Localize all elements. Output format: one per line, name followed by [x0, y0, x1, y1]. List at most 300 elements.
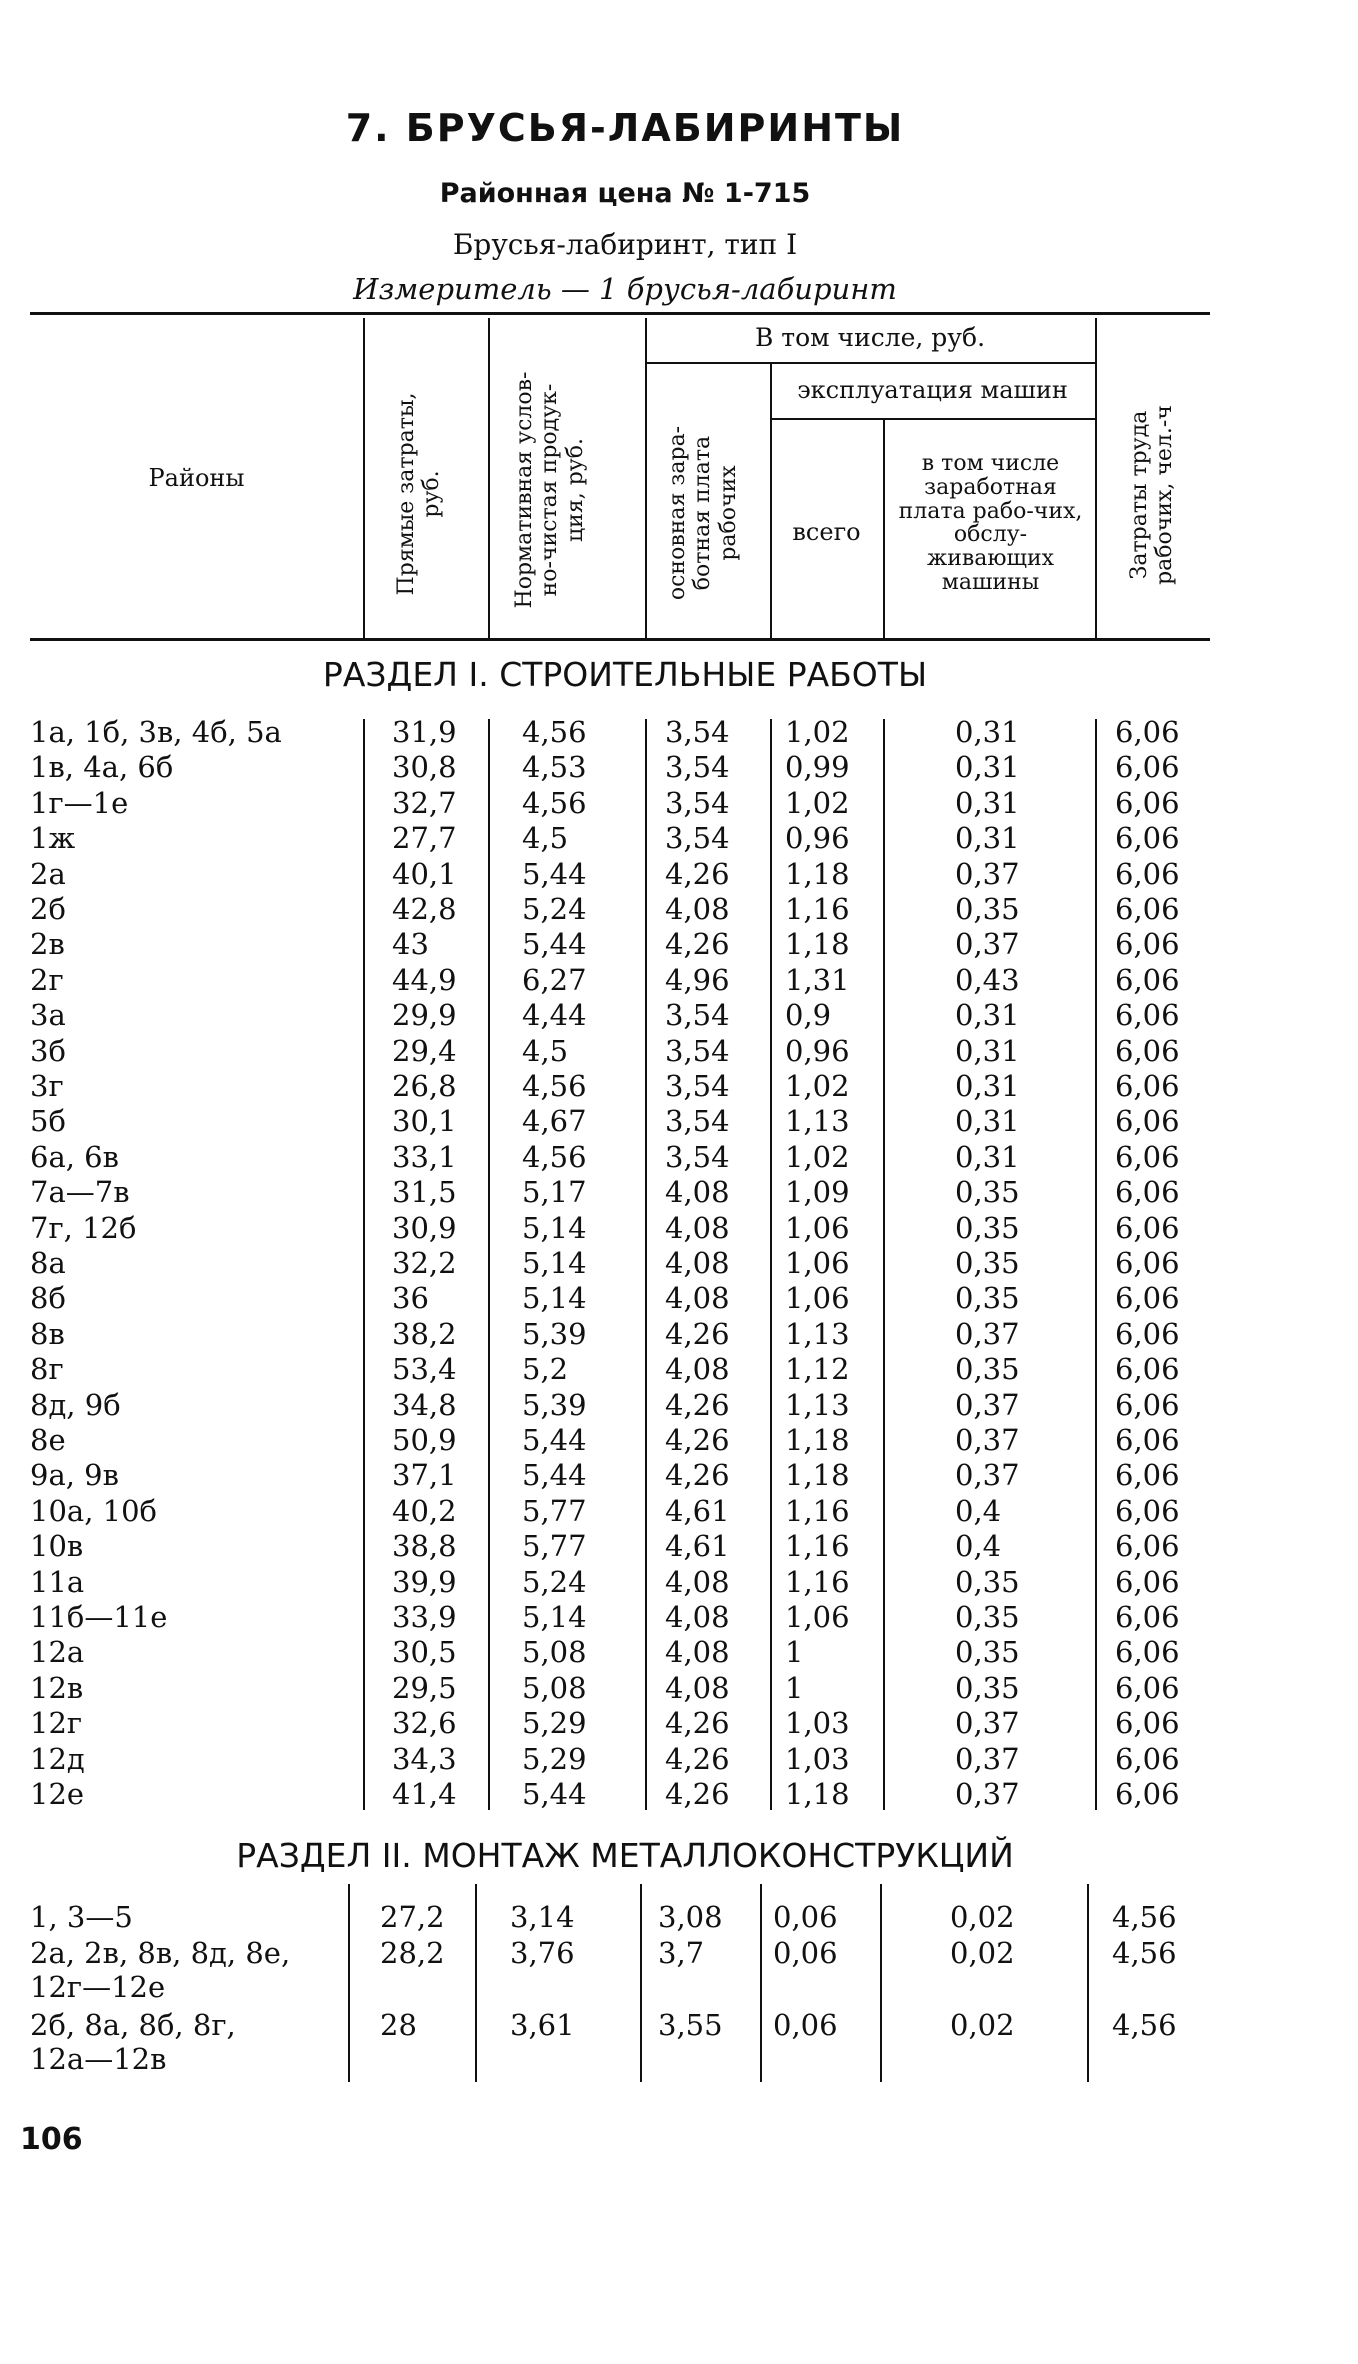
hdr-divider-3	[645, 318, 647, 638]
cell-normative: 3,61	[510, 2008, 575, 2042]
measure-unit: Измеритель — 1 брусья-лабиринт	[353, 272, 897, 306]
cell-machine-wage: 0,31	[955, 1069, 1020, 1103]
table-row	[0, 1742, 1250, 1777]
cell-direct-costs: 53,4	[392, 1352, 457, 1387]
table-row	[0, 1034, 1250, 1069]
cell-labor: 6,06	[1115, 1069, 1180, 1103]
cell-base-wage: 4,08	[665, 1175, 730, 1210]
cell-region: 8а	[30, 1246, 66, 1280]
cell-machines-total: 1,12	[785, 1352, 850, 1387]
cell-base-wage: 3,54	[665, 821, 730, 856]
hdr-divider-4	[770, 364, 772, 638]
section-2-divider-6	[1087, 1884, 1089, 2082]
cell-normative: 3,76	[510, 1936, 575, 1970]
cell-labor: 6,06	[1115, 1281, 1180, 1316]
cell-machines-total: 0,06	[773, 1936, 838, 1970]
cell-labor: 6,06	[1115, 1210, 1180, 1245]
price-label: Районная цена № 1-715	[439, 178, 811, 209]
cell-direct-costs: 42,8	[392, 892, 457, 926]
cell-machines-total: 1,13	[785, 1387, 850, 1422]
cell-base-wage: 4,26	[665, 1741, 730, 1776]
cell-region: 11а	[30, 1564, 85, 1599]
cell-machines-total: 1,09	[785, 1175, 850, 1210]
table-row	[0, 1706, 1250, 1741]
cell-region: 12а	[30, 1635, 85, 1670]
cell-base-wage: 3,54	[665, 1033, 730, 1068]
cell-region: 1ж	[30, 821, 76, 856]
machines-rule	[770, 418, 1095, 420]
section-2-title: РАЗДЕЛ II. МОНТАЖ МЕТАЛЛОКОНСТРУКЦИЙ	[236, 1836, 1014, 1875]
cell-machines-total: 1,16	[785, 1564, 850, 1599]
cell-labor: 6,06	[1115, 1246, 1180, 1280]
table-row	[0, 750, 1250, 785]
cell-region: 1г—1е	[30, 785, 129, 820]
cell-direct-costs: 40,1	[392, 856, 457, 891]
cell-machine-wage: 0,31	[955, 1033, 1020, 1068]
cell-machine-wage: 0,37	[955, 1316, 1020, 1351]
header-labor: Затраты труда рабочих, чел.-ч	[1127, 405, 1178, 585]
cell-normative: 5,08	[522, 1635, 587, 1670]
cell-machines-total: 0,9	[785, 998, 832, 1033]
cell-normative: 3,14	[510, 1900, 575, 1934]
table-row	[0, 1635, 1250, 1670]
cell-base-wage: 4,08	[665, 1210, 730, 1245]
cell-labor: 6,06	[1115, 750, 1180, 785]
cell-machines-total: 0,96	[785, 1033, 850, 1068]
cell-normative: 5,2	[522, 1352, 569, 1387]
table-row	[0, 892, 1250, 927]
table-top-rule	[30, 312, 1210, 315]
cell-base-wage: 4,08	[665, 1564, 730, 1599]
cell-base-wage: 4,08	[665, 1352, 730, 1387]
cell-machines-total: 1,16	[785, 1493, 850, 1528]
cell-machines-total: 1,06	[785, 1210, 850, 1245]
header-machines-total: всего	[792, 518, 861, 546]
cell-machines-total: 1,02	[785, 1069, 850, 1103]
cell-region: 12г—12е	[30, 1970, 166, 2004]
cell-base-wage: 3,08	[658, 1900, 723, 1934]
cell-direct-costs: 31,5	[392, 1175, 457, 1210]
cell-labor: 4,56	[1112, 1936, 1177, 1970]
section-2-divider-2	[475, 1884, 477, 2082]
cell-labor: 6,06	[1115, 1706, 1180, 1741]
cell-normative: 5,14	[522, 1246, 587, 1280]
table-row	[0, 1246, 1250, 1281]
cell-base-wage: 4,26	[665, 1777, 730, 1811]
table-row	[0, 1069, 1250, 1104]
cell-normative: 4,67	[522, 1104, 587, 1139]
cell-normative: 5,44	[522, 1458, 587, 1493]
cell-direct-costs: 32,6	[392, 1706, 457, 1741]
cell-normative: 5,39	[522, 1316, 587, 1351]
cell-direct-costs: 29,4	[392, 1033, 457, 1068]
cell-normative: 5,39	[522, 1387, 587, 1422]
body-divider-4	[770, 719, 772, 1810]
cell-direct-costs: 34,8	[392, 1387, 457, 1422]
cell-labor: 6,06	[1115, 1139, 1180, 1174]
cell-labor: 6,06	[1115, 1493, 1180, 1528]
cell-machine-wage: 0,35	[955, 1281, 1020, 1316]
cell-base-wage: 4,08	[665, 1635, 730, 1670]
item-type: Брусья-лабиринт, тип I	[452, 228, 798, 261]
cell-region: 12в	[30, 1670, 84, 1705]
cell-base-wage: 3,7	[658, 1936, 705, 1970]
cell-region: 3а	[30, 998, 66, 1033]
cell-normative: 5,14	[522, 1281, 587, 1316]
cell-labor: 6,06	[1115, 1670, 1180, 1705]
cell-machines-total: 1	[785, 1670, 804, 1705]
body-divider-2	[488, 719, 490, 1810]
cell-machine-wage: 0,35	[955, 1600, 1020, 1634]
body-divider-5	[883, 719, 885, 1810]
cell-base-wage: 4,08	[665, 1670, 730, 1705]
page-number: 106	[20, 2122, 83, 2157]
cell-labor: 6,06	[1115, 785, 1180, 820]
table-row	[0, 1104, 1250, 1139]
cell-direct-costs: 34,3	[392, 1741, 457, 1776]
cell-machine-wage: 0,31	[955, 1104, 1020, 1139]
table-row	[0, 1388, 1250, 1423]
cell-base-wage: 4,26	[665, 1387, 730, 1422]
cell-machine-wage: 0,35	[955, 1175, 1020, 1210]
table-row	[0, 1494, 1250, 1529]
body-divider-3	[645, 719, 647, 1810]
cell-region: 10а, 10б	[30, 1493, 157, 1528]
cell-machine-wage: 0,37	[955, 1387, 1020, 1422]
cell-direct-costs: 44,9	[392, 962, 457, 997]
cell-region: 12е	[30, 1777, 85, 1811]
cell-normative: 5,17	[522, 1175, 587, 1210]
cell-direct-costs: 28	[380, 2008, 417, 2042]
cell-labor: 6,06	[1115, 1564, 1180, 1599]
cell-machine-wage: 0,31	[955, 821, 1020, 856]
cell-machines-total: 1,06	[785, 1281, 850, 1316]
cell-machines-total: 1,16	[785, 1529, 850, 1564]
cell-base-wage: 4,26	[665, 1458, 730, 1493]
cell-direct-costs: 41,4	[392, 1777, 457, 1811]
cell-base-wage: 3,54	[665, 715, 730, 749]
cell-base-wage: 4,08	[665, 1281, 730, 1316]
cell-base-wage: 4,08	[665, 892, 730, 926]
cell-machines-total: 1,03	[785, 1706, 850, 1741]
cell-machines-total: 1,18	[785, 927, 850, 962]
cell-direct-costs: 33,1	[392, 1139, 457, 1174]
cell-direct-costs: 30,1	[392, 1104, 457, 1139]
cell-machine-wage: 0,43	[955, 962, 1020, 997]
cell-labor: 6,06	[1115, 715, 1180, 749]
cell-normative: 5,14	[522, 1210, 587, 1245]
table-row	[0, 1140, 1250, 1175]
table-row	[0, 1600, 1250, 1635]
cell-normative: 5,24	[522, 892, 587, 926]
table-row	[0, 821, 1250, 856]
cell-machine-wage: 0,35	[955, 1352, 1020, 1387]
table-row	[0, 927, 1250, 962]
table-row	[0, 998, 1250, 1033]
cell-normative: 5,44	[522, 1423, 587, 1457]
table-row	[0, 1352, 1250, 1387]
cell-labor: 6,06	[1115, 927, 1180, 962]
cell-machine-wage: 0,37	[955, 1423, 1020, 1457]
cell-base-wage: 3,54	[665, 1104, 730, 1139]
header-bottom-rule	[30, 638, 1210, 641]
cell-machine-wage: 0,31	[955, 750, 1020, 785]
cell-machine-wage: 0,35	[955, 1246, 1020, 1280]
cell-machines-total: 0,99	[785, 750, 850, 785]
cell-labor: 6,06	[1115, 998, 1180, 1033]
cell-region: 7а—7в	[30, 1175, 130, 1210]
cell-machines-total: 0,96	[785, 821, 850, 856]
cell-region: 10в	[30, 1529, 84, 1564]
cell-region: 9а, 9в	[30, 1458, 119, 1493]
cell-machines-total: 1,02	[785, 785, 850, 820]
cell-base-wage: 4,61	[665, 1529, 730, 1564]
cell-normative: 5,14	[522, 1600, 587, 1634]
section-1-title: РАЗДЕЛ I. СТРОИТЕЛЬНЫЕ РАБОТЫ	[322, 655, 928, 694]
cell-normative: 4,53	[522, 750, 587, 785]
header-machines: эксплуатация машин	[797, 376, 1068, 404]
cell-machines-total: 1,02	[785, 1139, 850, 1174]
cell-machine-wage: 0,37	[955, 1706, 1020, 1741]
cell-labor: 4,56	[1112, 1900, 1177, 1934]
cell-machines-total: 1,18	[785, 1458, 850, 1493]
cell-labor: 6,06	[1115, 1104, 1180, 1139]
body-divider-6	[1095, 719, 1097, 1810]
cell-machines-total: 0,06	[773, 1900, 838, 1934]
cell-direct-costs: 50,9	[392, 1423, 457, 1457]
cell-labor: 6,06	[1115, 1458, 1180, 1493]
cell-machines-total: 1,31	[785, 962, 850, 997]
cell-normative: 4,56	[522, 1069, 587, 1103]
cell-machines-total: 1,06	[785, 1246, 850, 1280]
cell-region: 3б	[30, 1033, 66, 1068]
table-row	[0, 857, 1250, 892]
cell-base-wage: 4,26	[665, 1316, 730, 1351]
table-row	[0, 1936, 1250, 2004]
cell-labor: 6,06	[1115, 1033, 1180, 1068]
cell-base-wage: 3,55	[658, 2008, 723, 2042]
cell-labor: 6,06	[1115, 1387, 1180, 1422]
table-row	[0, 1777, 1250, 1812]
cell-direct-costs: 30,5	[392, 1635, 457, 1670]
cell-machines-total: 1,03	[785, 1741, 850, 1776]
cell-base-wage: 4,26	[665, 1706, 730, 1741]
cell-labor: 6,06	[1115, 1777, 1180, 1811]
cell-normative: 5,24	[522, 1564, 587, 1599]
cell-region: 8в	[30, 1316, 65, 1351]
cell-labor: 6,06	[1115, 1529, 1180, 1564]
cell-base-wage: 4,26	[665, 927, 730, 962]
cell-machines-total: 1,13	[785, 1316, 850, 1351]
cell-normative: 4,5	[522, 821, 569, 856]
cell-normative: 5,44	[522, 927, 587, 962]
section-2-divider-1	[348, 1884, 350, 2082]
cell-machine-wage: 0,37	[955, 927, 1020, 962]
cell-normative: 5,29	[522, 1706, 587, 1741]
cell-base-wage: 3,54	[665, 1139, 730, 1174]
hdr-divider-6	[1095, 318, 1097, 638]
cell-machine-wage: 0,35	[955, 1670, 1020, 1705]
cell-region: 8д, 9б	[30, 1387, 121, 1422]
table-row	[0, 1175, 1250, 1210]
hdr-divider-2	[488, 318, 490, 638]
cell-region: 8е	[30, 1423, 66, 1457]
table-row	[0, 786, 1250, 821]
cell-machine-wage: 0,37	[955, 1741, 1020, 1776]
cell-normative: 6,27	[522, 962, 587, 997]
cell-region: 8г	[30, 1352, 64, 1387]
cell-labor: 6,06	[1115, 1635, 1180, 1670]
cell-direct-costs: 39,9	[392, 1564, 457, 1599]
cell-machine-wage: 0,35	[955, 1635, 1020, 1670]
cell-direct-costs: 40,2	[392, 1493, 457, 1528]
cell-machine-wage: 0,37	[955, 1777, 1020, 1811]
cell-normative: 5,08	[522, 1670, 587, 1705]
cell-region: 11б—11е	[30, 1600, 168, 1634]
cell-region: 2а	[30, 856, 66, 891]
cell-direct-costs: 29,5	[392, 1670, 457, 1705]
cell-machine-wage: 0,31	[955, 998, 1020, 1033]
cell-machines-total: 1,13	[785, 1104, 850, 1139]
cell-region: 2б, 8а, 8б, 8г,	[30, 2008, 236, 2042]
table-row	[0, 1211, 1250, 1246]
cell-direct-costs: 26,8	[392, 1069, 457, 1103]
hdr-divider-5	[883, 420, 885, 638]
body-divider-1	[363, 719, 365, 1810]
cell-direct-costs: 29,9	[392, 998, 457, 1033]
section-2-divider-3	[640, 1884, 642, 2082]
cell-direct-costs: 36	[392, 1281, 429, 1316]
cell-labor: 6,06	[1115, 1352, 1180, 1387]
cell-labor: 6,06	[1115, 856, 1180, 891]
cell-normative: 5,77	[522, 1493, 587, 1528]
cell-direct-costs: 38,2	[392, 1316, 457, 1351]
cell-region: 12а—12в	[30, 2042, 167, 2076]
cell-machine-wage: 0,35	[955, 892, 1020, 926]
cell-base-wage: 4,61	[665, 1493, 730, 1528]
cell-region: 7г, 12б	[30, 1210, 137, 1245]
table-row	[0, 963, 1250, 998]
cell-region: 3г	[30, 1069, 64, 1103]
cell-direct-costs: 31,9	[392, 715, 457, 749]
cell-normative: 5,44	[522, 1777, 587, 1811]
cell-machines-total: 1,02	[785, 715, 850, 749]
cell-labor: 4,56	[1112, 2008, 1177, 2042]
cell-labor: 6,06	[1115, 1316, 1180, 1351]
cell-machines-total: 1	[785, 1635, 804, 1670]
page-title: 7. БРУСЬЯ-ЛАБИРИНТЫ	[345, 106, 905, 150]
table-row	[0, 1423, 1250, 1458]
cell-labor: 6,06	[1115, 962, 1180, 997]
section-2-divider-5	[880, 1884, 882, 2082]
cell-region: 5б	[30, 1104, 66, 1139]
cell-region: 1, 3—5	[30, 1900, 133, 1934]
cell-machines-total: 1,06	[785, 1600, 850, 1634]
table-row	[0, 2008, 1250, 2076]
cell-machine-wage: 0,37	[955, 856, 1020, 891]
cell-machine-wage: 0,37	[955, 1458, 1020, 1493]
table-row	[0, 1317, 1250, 1352]
cell-direct-costs: 33,9	[392, 1600, 457, 1634]
header-incl: В том числе, руб.	[754, 323, 986, 352]
table-row	[0, 1281, 1250, 1316]
section-2-divider-4	[760, 1884, 762, 2082]
cell-direct-costs: 30,8	[392, 750, 457, 785]
cell-region: 2б	[30, 892, 66, 926]
header-machine-wage: в том числе заработная плата рабо-чих, обслу-живающих машины	[898, 451, 1083, 595]
cell-normative: 4,5	[522, 1033, 569, 1068]
cell-region: 8б	[30, 1281, 66, 1316]
cell-labor: 6,06	[1115, 1175, 1180, 1210]
cell-region: 12г	[30, 1706, 83, 1741]
header-base-wage: основная зара- ботная плата рабочих	[665, 425, 741, 601]
cell-base-wage: 4,26	[665, 856, 730, 891]
cell-direct-costs: 27,7	[392, 821, 457, 856]
cell-region: 12д	[30, 1741, 85, 1776]
cell-machines-total: 1,18	[785, 856, 850, 891]
table-row	[0, 1529, 1250, 1564]
cell-machine-wage: 0,35	[955, 1210, 1020, 1245]
cell-base-wage: 4,96	[665, 962, 730, 997]
hdr-divider-1	[363, 318, 365, 638]
table-row	[0, 1458, 1250, 1493]
cell-machine-wage: 0,4	[955, 1493, 1002, 1528]
cell-normative: 4,56	[522, 715, 587, 749]
cell-machine-wage: 0,02	[950, 1936, 1015, 1970]
table-row	[0, 1900, 1250, 1935]
cell-normative: 4,56	[522, 785, 587, 820]
cell-normative: 4,56	[522, 1139, 587, 1174]
cell-labor: 6,06	[1115, 821, 1180, 856]
cell-direct-costs: 30,9	[392, 1210, 457, 1245]
cell-machine-wage: 0,31	[955, 715, 1020, 749]
cell-base-wage: 3,54	[665, 1069, 730, 1103]
header-regions: Районы	[148, 464, 245, 492]
cell-machine-wage: 0,31	[955, 1139, 1020, 1174]
header-normative: Нормативная услов- но-чистая продук- ция, руб.	[512, 371, 588, 609]
cell-labor: 6,06	[1115, 892, 1180, 926]
cell-machines-total: 1,18	[785, 1777, 850, 1811]
cell-base-wage: 3,54	[665, 998, 730, 1033]
cell-machine-wage: 0,02	[950, 2008, 1015, 2042]
cell-region: 1а, 1б, 3в, 4б, 5а	[30, 715, 282, 749]
cell-normative: 5,29	[522, 1741, 587, 1776]
cell-base-wage: 3,54	[665, 750, 730, 785]
cell-labor: 6,06	[1115, 1741, 1180, 1776]
cell-direct-costs: 32,7	[392, 785, 457, 820]
cell-base-wage: 4,26	[665, 1423, 730, 1457]
cell-region: 1в, 4а, 6б	[30, 750, 174, 785]
cell-direct-costs: 32,2	[392, 1246, 457, 1280]
cell-labor: 6,06	[1115, 1600, 1180, 1634]
cell-machines-total: 1,16	[785, 892, 850, 926]
cell-region: 2а, 2в, 8в, 8д, 8е,	[30, 1936, 291, 1970]
cell-direct-costs: 27,2	[380, 1900, 445, 1934]
incl-rule	[645, 362, 1095, 364]
cell-normative: 4,44	[522, 998, 587, 1033]
cell-machine-wage: 0,4	[955, 1529, 1002, 1564]
cell-direct-costs: 37,1	[392, 1458, 457, 1493]
cell-machine-wage: 0,31	[955, 785, 1020, 820]
cell-normative: 5,77	[522, 1529, 587, 1564]
header-direct-costs: Прямые затраты, руб.	[394, 392, 445, 596]
table-row	[0, 1671, 1250, 1706]
cell-base-wage: 4,08	[665, 1246, 730, 1280]
cell-direct-costs: 28,2	[380, 1936, 445, 1970]
cell-base-wage: 3,54	[665, 785, 730, 820]
cell-machine-wage: 0,35	[955, 1564, 1020, 1599]
cell-direct-costs: 43	[392, 927, 429, 962]
